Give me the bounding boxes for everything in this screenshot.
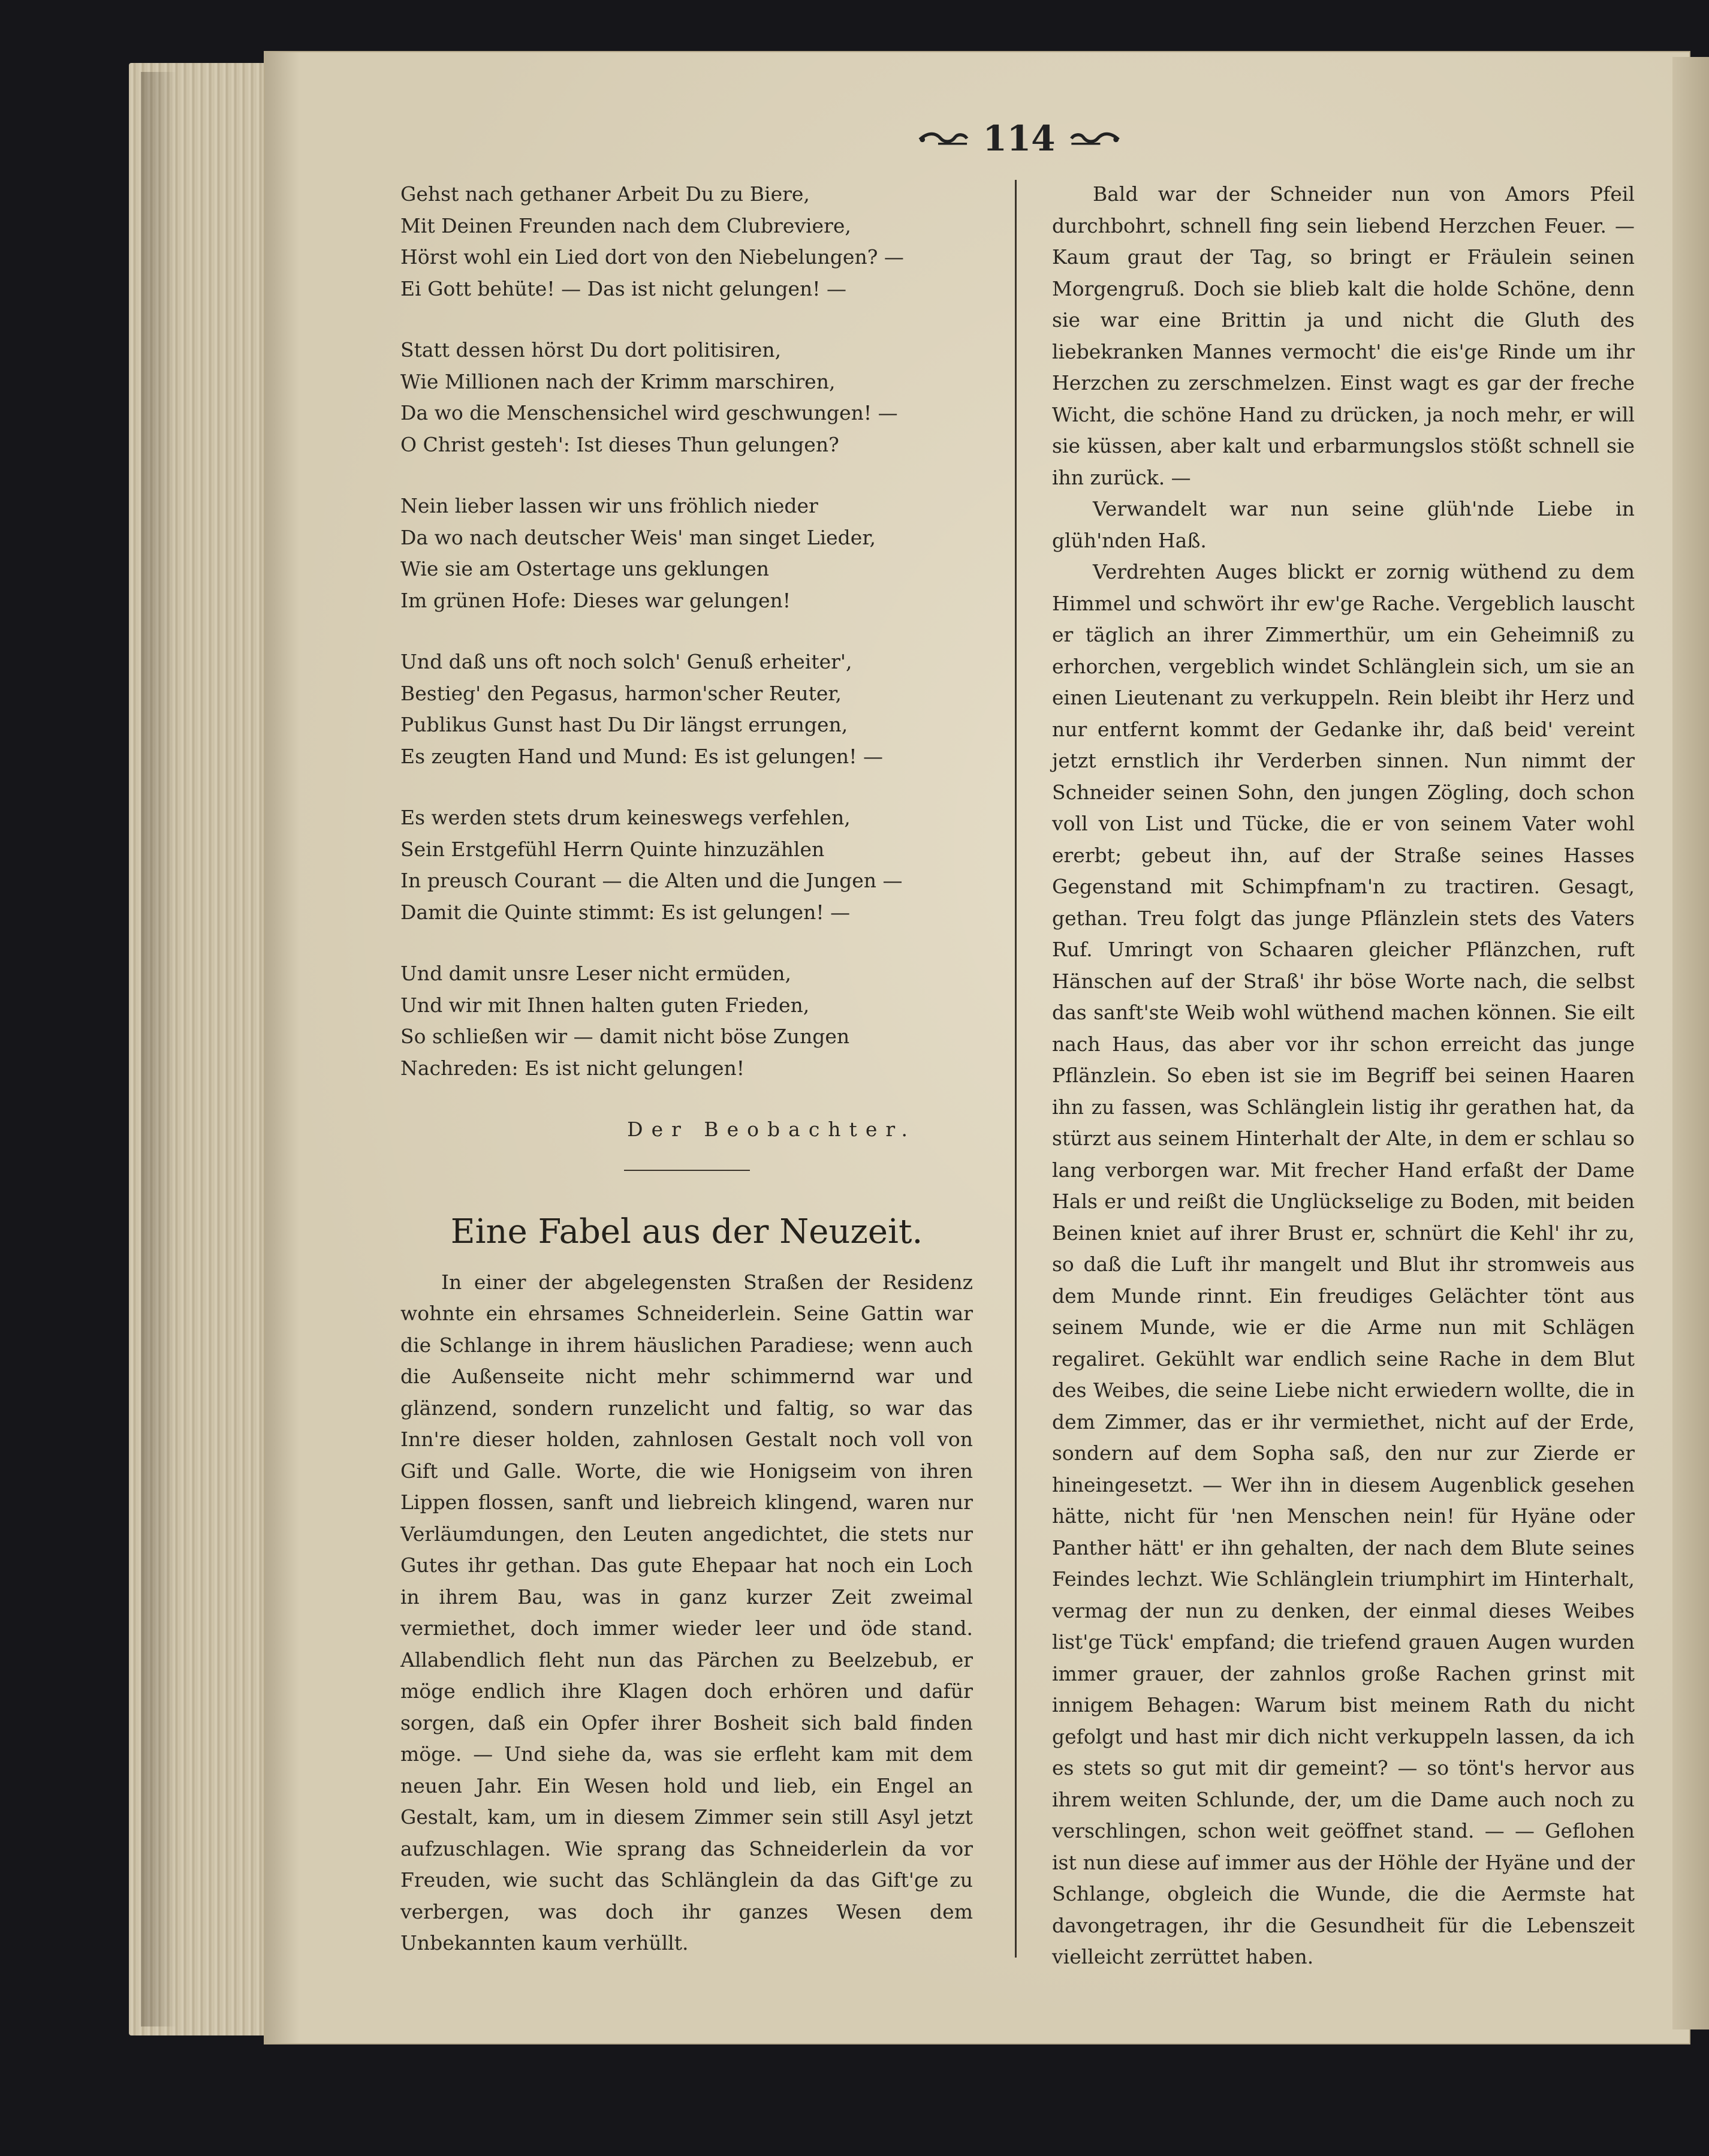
article-paragraph: Bald war der Schneider nun von Amors Pfeil durchbohrt, schnell fing sein liebend Herzchen Feuer. — Kaum graut der Tag, so bringt er Fräulein seinen Morgengruß. Doch sie blieb kalt die holde Schöne, denn sie war eine Brittin ja und nicht die Gluth des liebekranken Mannes vermocht' die eis'ge Rinde um ihr Herzchen zu zerschmelzen. Einst wagt es gar der freche Wicht, die schöne Hand zu drücken, ja noch mehr, er will sie küssen, aber kalt und erbarmungslos stößt schnell sie ihn zurück. — [1052,182,1635,489]
poem-line: So schließen wir — damit nicht böse Zungen [400,1025,850,1048]
poem-line: O Christ gesteh': Ist dieses Thun gelungen? [400,432,839,456]
page-number: 114 [982,118,1056,159]
next-page-edge [1672,57,1709,2029]
poem-line: Statt dessen hörst Du dort politisiren, [400,338,782,362]
poem-line: Nein lieber lassen wir uns fröhlich nieder [400,494,818,517]
poem [400,179,973,1084]
poem-line: Im grünen Hofe: Dieses war gelungen! [400,588,791,612]
poem-line: Da wo die Menschensichel wird geschwungen! — [400,401,898,424]
article-paragraph: In einer der abgelegensten Straßen der Residenz wohnte ein ehrsames Schneiderlein. Seine Gattin war die Schlange in ihrem häuslichen Paradiese; wenn auch die Außenseite nicht mehr schimmernd war und glänzend, sondern runzelicht und faltig, so war das Inn're dieser holden, zahnlosen Gestalt noch voll von Gift und Galle. Worte, die wie Honigseim von ihren Lippen flossen, sanft und liebreich klingend, waren nur Verläumdungen, den Leuten angedichtet, die stets nur Gutes ihr gethan. Das gute Ehepaar hat noch ein Loch in ihrem Bau, was in ganz kurzer Zeit zweimal vermiethet, doch immer wieder leer und öde stand. Allabendlich fleht nun das Pärchen zu Beelzebub, er möge endlich ihre Klagen doch erhören und dafür sorgen, daß ein Opfer ihrer Bosheit sich bald finden möge. — Und siehe da, was sie erfleht kam mit dem neuen Jahr. Ein Wesen hold und lieb, ein Engel an Gestalt, kam, um in diesem Zimmer sein still Asyl jetzt aufzuschlagen. Wie sprang das Schneiderlein da vor Freuden, wie sucht das Schlänglein da das Gift'ge zu verbergen, was doch ihr ganzes Wesen dem Unbekannten kaum verhüllt. [400,1270,973,1955]
poem-line: Bestieg' den Pegasus, harmon'scher Reuter, [400,681,842,705]
left-ornament-icon [917,127,969,150]
poem-line: Ei Gott behüte! — Das ist nicht gelungen! — [400,276,847,300]
book-edge-shadow [141,72,177,2026]
article-paragraph: Verdrehten Auges blickt er zornig wüthend zu dem Himmel und schwört ihr ew'ge Rache. Vergeblich lauscht er täglich an ihrer Zimmerthür, um ein Geheimniß zu erhorchen, vergeblich windet Schlänglein sich, um sie an einen Lieutenant zu verkuppeln. Rein bleibt ihr Herz und nur entfernt kommt der Gedanke ihr, daß beid' vereint jetzt ernstlich ihr Verderben sinnen. Nun nimmt der Schneider seinen Sohn, den jungen Zögling, doch schon voll von List und Tücke, die er von seinem Vater wohl ererbt; gebeut ihn, auf der Straße seines Hasses Gegenstand mit Schimpfnam'n zu tractiren. Gesagt, gethan. Treu folgt das junge Pflänzlein stets des Vaters Ruf. Umringt von Schaaren gleicher Pflänzchen, ruft Hänschen auf der Straß' ihr böse Worte nach, die selbst das sanft'ste Weib wohl wüthend machen können. Sie eilt nach Haus, das aber vor ihr schon erreicht das junge Pflänzlein. So eben ist sie im Begriff bei seinen Haaren ihn zu fassen, was Schlänglein listig ihr gerathen hat, da stürzt aus seinem Hinterhalt der Alte, in dem er schlau so lang verborgen war. Mit frecher Hand erfaßt der Dame Hals er und reißt die Unglückselige zu Boden, mit beiden Beinen kniet auf ihrer Brust er, schnürt die Kehl' ihr zu, so daß die Luft ihr mangelt und Blut ihr stromweis aus dem Munde rinnt. Ein freudiges Gelächter tönt aus seinem Munde, wie er die Arme nun mit Schlägen regaliret. Gekühlt war endlich seine Rache in dem Blut des Weibes, die seine Liebe nicht erwiedern wollte, die in dem Zimmer, das er ihr vermiethet, nicht auf der Erde, sondern auf dem Sopha saß, den nur zur Zierde er hineingesetzt. — Wer ihn in diesem Augenblick gesehen hätte, nicht für 'nen Menschen nein! für Hyäne oder Panther hätt' er ihn gehalten, der nach dem Blute seines Feindes lechzt. Wie Schlänglein triumphirt im Hinterhalt, vermag der nun zu denken, der einmal dieses Weibes list'ge Tück' empfand; die triefend grauen Augen wurden immer grauer, der zahnlos große Rachen grinst mit innigem Behagen: Warum bist meinem Rath du nicht gefolgt und hast mir dich nicht verkuppeln lassen, da ich es stets so gut mit dir gemeint? — so tönt's hervor aus ihrem weiten Schlunde, der, um die Dame auch noch zu verschlingen, schon weit geöffnet stand. — — Geflohen ist nun diese auf immer aus der Höhle der Hyäne und der Schlange, obgleich die Wunde, die die Aermste hat davongetragen, ihr die Gesundheit für die Lebenszeit vielleicht zerrüttet haben. [1052,560,1635,1968]
poem-line: Gehst nach gethaner Arbeit Du zu Biere, [400,182,810,206]
poem-stanza [400,490,973,616]
poem-stanza [400,179,973,305]
poem-line: Hörst wohl ein Lied dort von den Niebelungen? — [400,245,904,269]
poem-line: Und damit unsre Leser nicht ermüden, [400,962,792,985]
section-divider [624,1170,750,1171]
poem-stanza [400,335,973,460]
poem-line: Es zeugten Hand und Mund: Es ist gelungen! — [400,744,883,768]
poem-line: Mit Deinen Freunden nach dem Clubreviere, [400,213,851,237]
poem-line: Da wo nach deutscher Weis' man singet Lieder, [400,525,876,549]
poem-line: Und wir mit Ihnen halten guten Frieden, [400,993,810,1017]
poem-line: Wie Millionen nach der Krimm marschiren, [400,369,836,393]
poem-line: In preusch Courant — die Alten und die Jungen — [400,869,903,892]
poem-signature: Der Beobachter. [627,1118,916,1141]
poem-line: Nachreden: Es ist nicht gelungen! [400,1056,745,1080]
right-column [1052,179,1635,1973]
poem-line: Sein Erstgefühl Herrn Quinte hinzuzählen [400,837,825,861]
poem-stanza [400,958,973,1084]
article-title: Eine Fabel aus der Neuzeit. [450,1212,923,1251]
page-header [917,118,1121,159]
right-ornament-icon [1069,127,1121,150]
poem-line: Wie sie am Ostertage uns geklungen [400,557,770,580]
column-divider [1015,180,1017,1958]
poem-line: Es werden stets drum keineswegs verfehlen, [400,806,851,829]
poem-line: Damit die Quinte stimmt: Es ist gelungen! — [400,900,851,924]
poem-stanza [400,646,973,772]
poem-stanza [400,802,973,928]
poem-line: Publikus Gunst hast Du Dir längst errungen, [400,713,848,736]
left-column [400,179,973,1959]
poem-line: Und daß uns oft noch solch' Genuß erheiter', [400,650,852,673]
article-paragraph: Verwandelt war nun seine glüh'nde Liebe in glüh'nden Haß. [1052,497,1635,552]
